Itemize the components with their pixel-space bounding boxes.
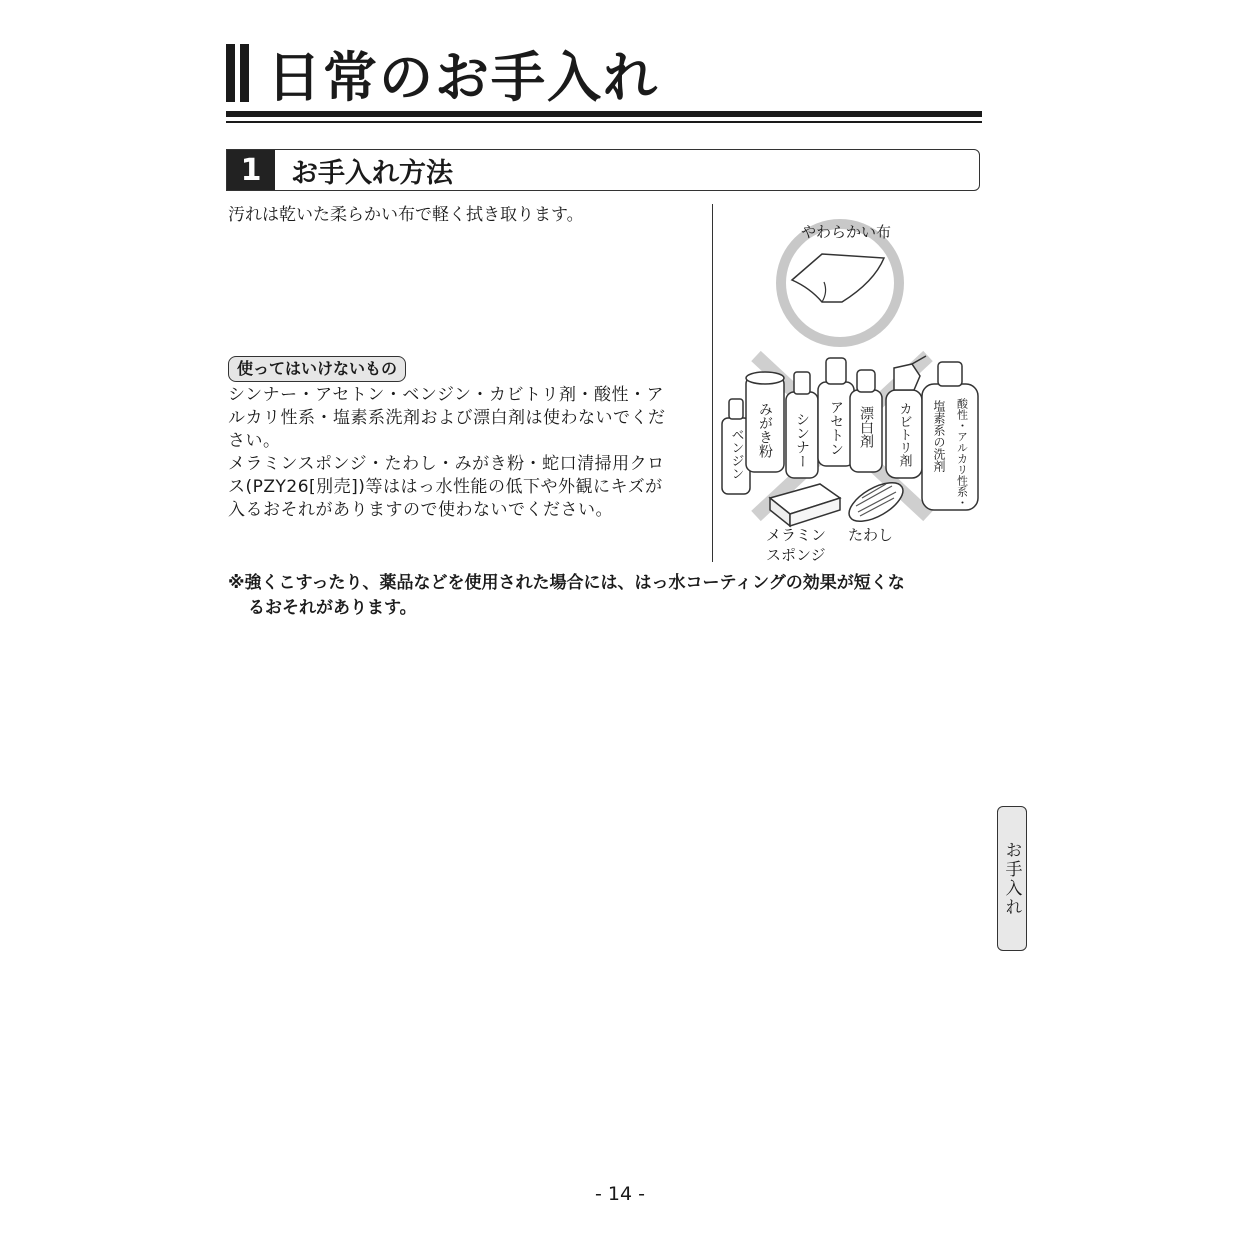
- sponge-label: メラミン: [766, 526, 827, 544]
- detergent-bottle-icon: [922, 362, 978, 510]
- side-tab-label: お手入れ: [1001, 840, 1022, 917]
- section-header: [226, 149, 980, 191]
- page-number: - 14 -: [595, 1183, 645, 1205]
- prohibited-label: 使ってはいけないもの: [228, 356, 406, 382]
- page-title: [226, 38, 659, 108]
- bottle-label: 酸性・アルカリ性系・: [955, 398, 969, 508]
- column-divider: [712, 204, 713, 562]
- title-bars: [226, 44, 249, 102]
- prohibited-line: ルカリ性系・塩素系洗剤および漂白剤は使わないでくだ: [228, 408, 666, 428]
- bottle-label: 漂白剤: [858, 406, 874, 448]
- intro-text: 汚れは乾いた柔らかい布で軽く拭き取ります。: [228, 205, 584, 225]
- caution-note-line: るおそれがあります。: [248, 598, 417, 618]
- cleaning-illustration: [716, 206, 992, 572]
- bottle-label: 塩素系の洗剤: [932, 400, 946, 472]
- caution-note: [228, 571, 988, 621]
- tawashi-label: たわし: [848, 526, 894, 544]
- bottle-label: アセトン: [828, 400, 844, 456]
- prohibited-line: メラミンスポンジ・たわし・みがき粉・蛇口清掃用クロ: [228, 454, 665, 474]
- bottle-label: カビトリ剤: [896, 402, 912, 467]
- bottle-label: みがき粉: [757, 402, 773, 458]
- section-title: お手入れ方法: [291, 157, 453, 189]
- prohibited-line: さい。: [228, 431, 281, 451]
- title-rule-thick: [226, 111, 982, 117]
- caution-note-line: ※強くこすったり、薬品などを使用された場合には、はっ水コーティングの効果が短くな: [228, 573, 905, 593]
- prohibited-text: [228, 384, 702, 522]
- title-rule-thin: [226, 121, 982, 123]
- prohibited-line: シンナー・アセトン・ベンジン・カビトリ剤・酸性・ア: [228, 385, 665, 405]
- bottle-label: シンナー: [794, 412, 810, 468]
- ok-circle-icon: [781, 224, 899, 342]
- ok-label: やわらかい布: [800, 223, 892, 241]
- prohibited-line: 入るおそれがありますので使わないでください。: [228, 500, 613, 520]
- prohibited-line: ス(PZY26[別売])等ははっ水性能の低下や外観にキズが: [228, 477, 663, 497]
- section-number: 1: [227, 150, 275, 190]
- side-index-tab[interactable]: [997, 806, 1027, 951]
- page-title-text: 日常のお手入れ: [267, 45, 659, 109]
- bottle-label: ベンジン: [728, 428, 744, 480]
- sponge-label: スポンジ: [766, 546, 826, 564]
